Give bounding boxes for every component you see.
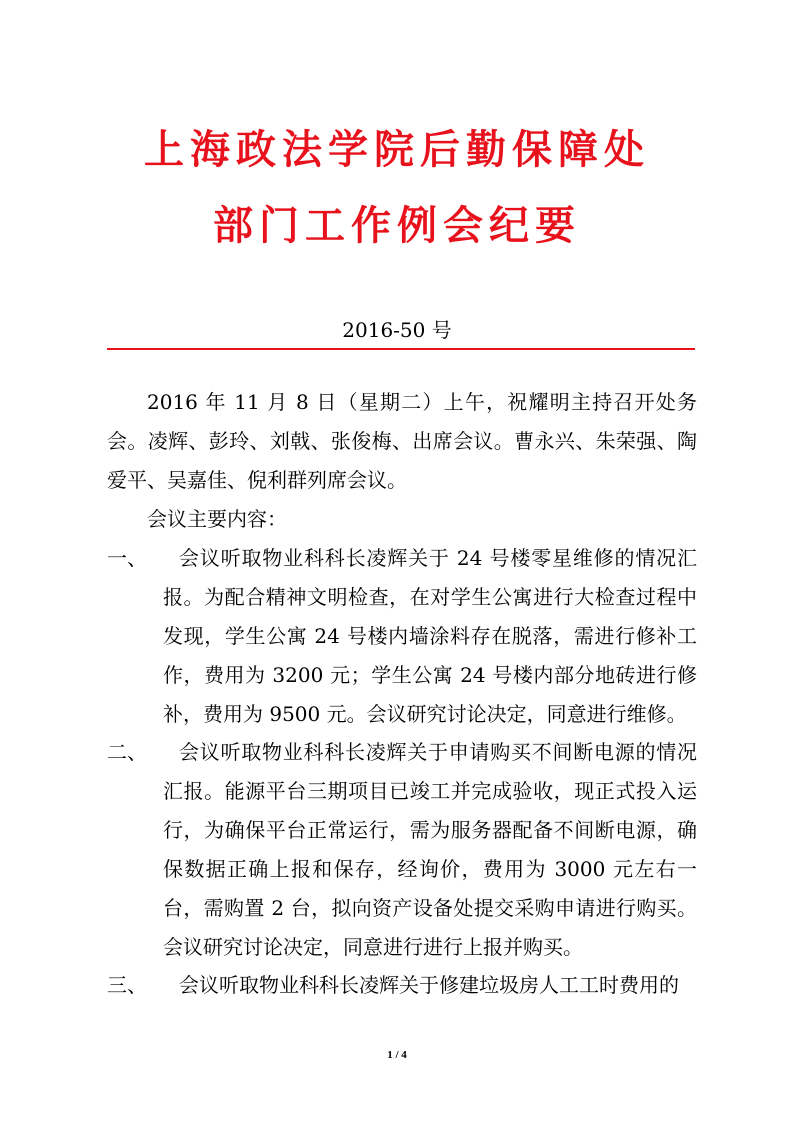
agenda-item-number: 一、 <box>107 546 147 570</box>
document-number: 2016-50 号 <box>342 318 452 342</box>
agenda-item-text: 会议听取物业科科长凌辉关于 24 号楼零星维修的情况汇报。为配合精神文明检查，在对学生公寓进行大检查过程中发现，学生公寓 24 号楼内墙涂料存在脱落，需进行修补工作，费用为 3200 元；学生公寓 24 号楼内部分地砖进行修补，费用为 9500 元。会议研究讨论决定，同意进行维修。 <box>163 546 697 726</box>
document-title-line2: 部门工作例会纪要 <box>213 202 581 249</box>
contents-heading: 会议主要内容： <box>147 507 287 531</box>
document-title-line1: 上海政法学院后勤保障处 <box>144 126 650 173</box>
agenda-item-number: 三、 <box>107 973 147 997</box>
agenda-item-number: 二、 <box>107 740 147 764</box>
header-divider <box>107 348 695 350</box>
intro-paragraph: 2016 年 11 月 8 日（星期二）上午，祝耀明主持召开处务会。凌辉、彭玲、刘戟、张俊梅、出席会议。曹永兴、朱荣强、陶爱平、吴嘉佳、倪利群列席会议。 <box>107 390 697 492</box>
agenda-item-text: 会议听取物业科科长凌辉关于申请购买不间断电源的情况汇报。能源平台三期项目已竣工并完成验收，现正式投入运行，为确保平台正常运行，需为服务器配备不间断电源，确保数据正确上报和保存，经询价，费用为 3000 元左右一台，需购置 2 台，拟向资产设备处提交采购申请进行购买。会议研究讨论决定，同意进行进行上报并购买。 <box>163 740 697 959</box>
page-number: 1 / 4 <box>387 1049 407 1061</box>
agenda-item-text: 会议听取物业科科长凌辉关于修建垃圾房人工工时费用的 <box>179 973 679 997</box>
